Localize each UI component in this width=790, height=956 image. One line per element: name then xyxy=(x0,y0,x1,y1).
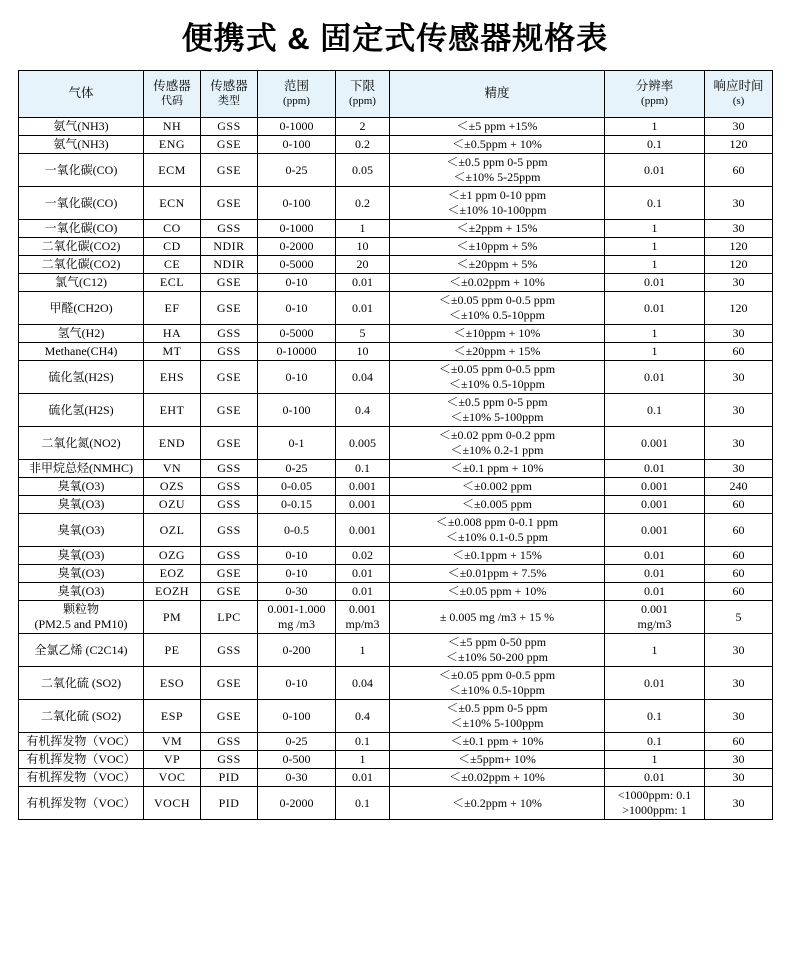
column-header-range-unit: (ppm) xyxy=(283,95,310,108)
cell-gas: 一氧化碳(CO) xyxy=(19,187,144,220)
cell-resolution: 0.001 xyxy=(605,514,705,547)
cell-sensor-type: GSS xyxy=(201,514,258,547)
column-header-range-label: 范围 xyxy=(283,79,309,94)
cell-sensor-type: GSE xyxy=(201,154,258,187)
cell-sensor-type: GSE xyxy=(201,565,258,583)
cell-resolution: 0.01 xyxy=(605,361,705,394)
cell-sensor-type: NDIR xyxy=(201,256,258,274)
cell-accuracy: ＜±0.01ppm + 7.5% xyxy=(390,565,605,583)
cell-accuracy: ＜±10ppm + 5% xyxy=(390,238,605,256)
cell-gas: 二氧化碳(CO2) xyxy=(19,256,144,274)
cell-sensor-code: HA xyxy=(144,325,201,343)
cell-gas: 有机挥发物（VOC） xyxy=(19,733,144,751)
cell-response-time: 30 xyxy=(705,427,773,460)
cell-lower-limit: 0.04 xyxy=(336,667,390,700)
cell-accuracy: ＜±0.02ppm + 10% xyxy=(390,274,605,292)
cell-range: 0-5000 xyxy=(258,256,336,274)
cell-resolution: 0.01 xyxy=(605,460,705,478)
cell-gas: 二氧化硫 (SO2) xyxy=(19,700,144,733)
cell-sensor-type: PID xyxy=(201,787,258,820)
cell-sensor-code: ECL xyxy=(144,274,201,292)
cell-range: 0-25 xyxy=(258,460,336,478)
cell-sensor-code: ENG xyxy=(144,136,201,154)
cell-gas: 有机挥发物（VOC） xyxy=(19,787,144,820)
cell-accuracy: ＜±0.008 ppm 0-0.1 ppm ＜±10% 0.1-0.5 ppm xyxy=(390,514,605,547)
table-row xyxy=(19,601,773,634)
table-row xyxy=(19,220,773,238)
table-row xyxy=(19,256,773,274)
cell-lower-limit: 0.2 xyxy=(336,136,390,154)
cell-gas: 臭氧(O3) xyxy=(19,514,144,547)
cell-resolution: 0.1 xyxy=(605,700,705,733)
table-row xyxy=(19,478,773,496)
cell-sensor-code: EHS xyxy=(144,361,201,394)
cell-accuracy: ± 0.005 mg /m3 + 15 % xyxy=(390,601,605,634)
cell-sensor-type: GSE xyxy=(201,427,258,460)
cell-sensor-code: PE xyxy=(144,634,201,667)
cell-sensor-code: VOCH xyxy=(144,787,201,820)
cell-range: 0-10 xyxy=(258,292,336,325)
cell-lower-limit: 20 xyxy=(336,256,390,274)
cell-lower-limit: 10 xyxy=(336,343,390,361)
cell-range: 0-100 xyxy=(258,136,336,154)
cell-sensor-code: PM xyxy=(144,601,201,634)
cell-sensor-type: GSS xyxy=(201,220,258,238)
cell-resolution: 0.01 xyxy=(605,292,705,325)
cell-accuracy: ＜±0.1 ppm + 10% xyxy=(390,733,605,751)
column-header-response-time-unit: (s) xyxy=(732,95,745,108)
cell-gas: 硫化氢(H2S) xyxy=(19,361,144,394)
cell-accuracy: ＜±0.05 ppm + 10% xyxy=(390,583,605,601)
cell-resolution: 0.001 xyxy=(605,478,705,496)
cell-sensor-code: CE xyxy=(144,256,201,274)
cell-response-time: 240 xyxy=(705,478,773,496)
cell-gas: 二氧化碳(CO2) xyxy=(19,238,144,256)
table-row xyxy=(19,565,773,583)
cell-sensor-code: MT xyxy=(144,343,201,361)
cell-resolution: 0.1 xyxy=(605,136,705,154)
cell-lower-limit: 0.01 xyxy=(336,292,390,325)
cell-lower-limit: 0.4 xyxy=(336,700,390,733)
cell-gas: 臭氧(O3) xyxy=(19,565,144,583)
cell-resolution: 1 xyxy=(605,634,705,667)
table-row xyxy=(19,427,773,460)
table-row xyxy=(19,583,773,601)
cell-resolution: 0.01 xyxy=(605,565,705,583)
cell-resolution: 0.01 xyxy=(605,667,705,700)
cell-accuracy: ＜±20ppm + 5% xyxy=(390,256,605,274)
cell-sensor-type: GSE xyxy=(201,583,258,601)
cell-sensor-code: ECM xyxy=(144,154,201,187)
cell-gas: 有机挥发物（VOC） xyxy=(19,751,144,769)
cell-sensor-type: GSE xyxy=(201,274,258,292)
cell-accuracy: ＜±0.5 ppm 0-5 ppm ＜±10% 5-100ppm xyxy=(390,394,605,427)
cell-sensor-type: NDIR xyxy=(201,238,258,256)
cell-response-time: 60 xyxy=(705,583,773,601)
cell-accuracy: ＜±1 ppm 0-10 ppm ＜±10% 10-100ppm xyxy=(390,187,605,220)
cell-gas: 非甲烷总烃(NMHC) xyxy=(19,460,144,478)
cell-sensor-code: ESP xyxy=(144,700,201,733)
cell-resolution: 0.001 xyxy=(605,427,705,460)
cell-response-time: 30 xyxy=(705,118,773,136)
column-header-response-time-label: 响应时间 xyxy=(713,79,764,94)
document-page xyxy=(0,22,790,956)
cell-gas: 臭氧(O3) xyxy=(19,496,144,514)
table-row xyxy=(19,394,773,427)
cell-resolution: <1000ppm: 0.1 >1000ppm: 1 xyxy=(605,787,705,820)
cell-sensor-code: CD xyxy=(144,238,201,256)
cell-lower-limit: 0.1 xyxy=(336,733,390,751)
cell-resolution: 0.1 xyxy=(605,187,705,220)
cell-lower-limit: 0.001 xyxy=(336,496,390,514)
cell-sensor-code: NH xyxy=(144,118,201,136)
cell-lower-limit: 0.01 xyxy=(336,583,390,601)
cell-accuracy: ＜±0.1ppm + 15% xyxy=(390,547,605,565)
cell-sensor-type: GSE xyxy=(201,700,258,733)
cell-accuracy: ＜±0.02 ppm 0-0.2 ppm ＜±10% 0.2-1 ppm xyxy=(390,427,605,460)
cell-gas: 有机挥发物（VOC） xyxy=(19,769,144,787)
cell-accuracy: ＜±5 ppm 0-50 ppm ＜±10% 50-200 ppm xyxy=(390,634,605,667)
cell-response-time: 30 xyxy=(705,187,773,220)
cell-sensor-code: OZU xyxy=(144,496,201,514)
column-header-code-label: 传感器 xyxy=(153,79,191,94)
column-header-code xyxy=(144,71,201,118)
cell-sensor-code: VM xyxy=(144,733,201,751)
cell-sensor-code: ESO xyxy=(144,667,201,700)
table-row xyxy=(19,154,773,187)
cell-resolution: 1 xyxy=(605,256,705,274)
cell-accuracy: ＜±20ppm + 15% xyxy=(390,343,605,361)
table-row xyxy=(19,325,773,343)
cell-sensor-type: GSE xyxy=(201,361,258,394)
cell-sensor-code: EOZ xyxy=(144,565,201,583)
column-header-gas xyxy=(19,71,144,118)
cell-gas: 氢气(H2) xyxy=(19,325,144,343)
table-row xyxy=(19,292,773,325)
cell-sensor-code: EOZH xyxy=(144,583,201,601)
cell-accuracy: ＜±0.005 ppm xyxy=(390,496,605,514)
cell-lower-limit: 0.001 xyxy=(336,478,390,496)
cell-sensor-code: CO xyxy=(144,220,201,238)
cell-sensor-code: OZS xyxy=(144,478,201,496)
cell-sensor-type: GSS xyxy=(201,118,258,136)
cell-response-time: 60 xyxy=(705,547,773,565)
cell-lower-limit: 5 xyxy=(336,325,390,343)
cell-lower-limit: 1 xyxy=(336,220,390,238)
cell-response-time: 120 xyxy=(705,256,773,274)
cell-lower-limit: 0.04 xyxy=(336,361,390,394)
table-row xyxy=(19,667,773,700)
cell-gas: Methane(CH4) xyxy=(19,343,144,361)
cell-range: 0-100 xyxy=(258,187,336,220)
cell-lower-limit: 1 xyxy=(336,634,390,667)
column-header-response-time xyxy=(705,71,773,118)
cell-range: 0-5000 xyxy=(258,325,336,343)
cell-gas: 甲醛(CH2O) xyxy=(19,292,144,325)
cell-lower-limit: 0.001 xyxy=(336,514,390,547)
cell-gas: 颗粒物 (PM2.5 and PM10) xyxy=(19,601,144,634)
cell-gas: 臭氧(O3) xyxy=(19,478,144,496)
cell-range: 0-25 xyxy=(258,733,336,751)
table-row xyxy=(19,238,773,256)
cell-accuracy: ＜±0.002 ppm xyxy=(390,478,605,496)
cell-response-time: 30 xyxy=(705,751,773,769)
cell-sensor-code: END xyxy=(144,427,201,460)
cell-lower-limit: 0.05 xyxy=(336,154,390,187)
column-header-gas-label: 气体 xyxy=(68,86,94,101)
cell-sensor-type: GSE xyxy=(201,187,258,220)
cell-sensor-type: GSE xyxy=(201,292,258,325)
cell-gas: 全氯乙烯 (C2C14) xyxy=(19,634,144,667)
cell-resolution: 0.001 mg/m3 xyxy=(605,601,705,634)
table-row xyxy=(19,274,773,292)
column-header-resolution-unit: (ppm) xyxy=(641,95,668,108)
cell-sensor-type: GSS xyxy=(201,634,258,667)
cell-accuracy: ＜±5 ppm +15% xyxy=(390,118,605,136)
table-row xyxy=(19,700,773,733)
cell-sensor-code: VP xyxy=(144,751,201,769)
table-row xyxy=(19,634,773,667)
cell-accuracy: ＜±0.02ppm + 10% xyxy=(390,769,605,787)
cell-range: 0-2000 xyxy=(258,238,336,256)
cell-range: 0.001-1.000 mg /m3 xyxy=(258,601,336,634)
cell-accuracy: ＜±0.2ppm + 10% xyxy=(390,787,605,820)
table-row xyxy=(19,751,773,769)
cell-accuracy: ＜±5ppm+ 10% xyxy=(390,751,605,769)
cell-response-time: 60 xyxy=(705,565,773,583)
cell-sensor-code: EHT xyxy=(144,394,201,427)
cell-resolution: 0.01 xyxy=(605,274,705,292)
cell-response-time: 30 xyxy=(705,460,773,478)
table-row xyxy=(19,787,773,820)
cell-lower-limit: 0.01 xyxy=(336,565,390,583)
cell-sensor-code: VOC xyxy=(144,769,201,787)
cell-sensor-type: GSS xyxy=(201,751,258,769)
cell-range: 0-2000 xyxy=(258,787,336,820)
cell-accuracy: ＜±0.5 ppm 0-5 ppm ＜±10% 5-100ppm xyxy=(390,700,605,733)
column-header-resolution-label: 分辨率 xyxy=(635,79,674,94)
cell-response-time: 30 xyxy=(705,220,773,238)
cell-range: 0-500 xyxy=(258,751,336,769)
cell-resolution: 0.1 xyxy=(605,733,705,751)
cell-sensor-type: GSE xyxy=(201,667,258,700)
cell-gas: 臭氧(O3) xyxy=(19,547,144,565)
cell-sensor-code: ECN xyxy=(144,187,201,220)
column-header-type xyxy=(201,71,258,118)
cell-resolution: 1 xyxy=(605,118,705,136)
cell-lower-limit: 0.02 xyxy=(336,547,390,565)
cell-lower-limit: 2 xyxy=(336,118,390,136)
cell-gas: 硫化氢(H2S) xyxy=(19,394,144,427)
cell-response-time: 60 xyxy=(705,343,773,361)
cell-gas: 一氧化碳(CO) xyxy=(19,220,144,238)
cell-lower-limit: 0.01 xyxy=(336,769,390,787)
cell-response-time: 120 xyxy=(705,292,773,325)
cell-gas: 一氧化碳(CO) xyxy=(19,154,144,187)
cell-lower-limit: 0.001 mp/m3 xyxy=(336,601,390,634)
cell-resolution: 0.01 xyxy=(605,154,705,187)
cell-resolution: 1 xyxy=(605,238,705,256)
cell-range: 0-25 xyxy=(258,154,336,187)
cell-lower-limit: 0.005 xyxy=(336,427,390,460)
cell-sensor-type: GSE xyxy=(201,136,258,154)
table-row xyxy=(19,733,773,751)
cell-sensor-type: GSS xyxy=(201,547,258,565)
cell-resolution: 1 xyxy=(605,325,705,343)
cell-response-time: 30 xyxy=(705,700,773,733)
cell-gas: 臭氧(O3) xyxy=(19,583,144,601)
cell-range: 0-100 xyxy=(258,700,336,733)
column-header-type-label: 传感器 xyxy=(210,79,248,94)
cell-response-time: 30 xyxy=(705,325,773,343)
cell-response-time: 60 xyxy=(705,154,773,187)
column-header-code-unit: 代码 xyxy=(161,95,183,108)
table-row xyxy=(19,496,773,514)
cell-range: 0-1000 xyxy=(258,118,336,136)
cell-response-time: 120 xyxy=(705,238,773,256)
cell-range: 0-30 xyxy=(258,583,336,601)
table-body xyxy=(19,118,773,820)
cell-lower-limit: 0.2 xyxy=(336,187,390,220)
cell-range: 0-1000 xyxy=(258,220,336,238)
cell-sensor-type: GSS xyxy=(201,343,258,361)
column-header-accuracy xyxy=(390,71,605,118)
cell-lower-limit: 0.4 xyxy=(336,394,390,427)
table-row xyxy=(19,769,773,787)
cell-response-time: 60 xyxy=(705,514,773,547)
cell-accuracy: ＜±10ppm + 10% xyxy=(390,325,605,343)
cell-resolution: 0.1 xyxy=(605,394,705,427)
cell-response-time: 60 xyxy=(705,733,773,751)
cell-accuracy: ＜±0.05 ppm 0-0.5 ppm ＜±10% 0.5-10ppm xyxy=(390,667,605,700)
cell-gas: 二氧化硫 (SO2) xyxy=(19,667,144,700)
sensor-spec-table xyxy=(18,70,773,820)
column-header-accuracy-label: 精度 xyxy=(484,86,510,101)
cell-response-time: 60 xyxy=(705,496,773,514)
cell-lower-limit: 10 xyxy=(336,238,390,256)
cell-sensor-type: LPC xyxy=(201,601,258,634)
cell-gas: 二氧化氮(NO2) xyxy=(19,427,144,460)
cell-sensor-type: GSS xyxy=(201,460,258,478)
cell-range: 0-30 xyxy=(258,769,336,787)
cell-response-time: 30 xyxy=(705,634,773,667)
cell-sensor-code: VN xyxy=(144,460,201,478)
cell-range: 0-100 xyxy=(258,394,336,427)
column-header-lower-limit xyxy=(336,71,390,118)
cell-range: 0-10 xyxy=(258,547,336,565)
cell-accuracy: ＜±0.05 ppm 0-0.5 ppm ＜±10% 0.5-10ppm xyxy=(390,361,605,394)
cell-sensor-code: OZL xyxy=(144,514,201,547)
cell-lower-limit: 1 xyxy=(336,751,390,769)
table-row xyxy=(19,547,773,565)
cell-resolution: 0.001 xyxy=(605,496,705,514)
cell-sensor-type: PID xyxy=(201,769,258,787)
cell-response-time: 30 xyxy=(705,787,773,820)
cell-range: 0-10 xyxy=(258,274,336,292)
cell-resolution: 1 xyxy=(605,751,705,769)
cell-lower-limit: 0.01 xyxy=(336,274,390,292)
cell-sensor-type: GSE xyxy=(201,394,258,427)
cell-range: 0-10 xyxy=(258,565,336,583)
cell-response-time: 120 xyxy=(705,136,773,154)
table-header-row xyxy=(19,71,773,118)
cell-lower-limit: 0.1 xyxy=(336,460,390,478)
cell-range: 0-10 xyxy=(258,361,336,394)
column-header-range xyxy=(258,71,336,118)
cell-accuracy: ＜±0.5 ppm 0-5 ppm ＜±10% 5-25ppm xyxy=(390,154,605,187)
cell-response-time: 30 xyxy=(705,394,773,427)
cell-response-time: 30 xyxy=(705,274,773,292)
cell-resolution: 0.01 xyxy=(605,769,705,787)
cell-sensor-code: EF xyxy=(144,292,201,325)
cell-sensor-type: GSS xyxy=(201,733,258,751)
table-row xyxy=(19,343,773,361)
cell-response-time: 30 xyxy=(705,769,773,787)
cell-resolution: 1 xyxy=(605,343,705,361)
cell-response-time: 30 xyxy=(705,361,773,394)
cell-gas: 氨气(NH3) xyxy=(19,118,144,136)
cell-range: 0-200 xyxy=(258,634,336,667)
cell-response-time: 5 xyxy=(705,601,773,634)
column-header-lower-limit-label: 下限 xyxy=(349,79,375,94)
cell-accuracy: ＜±2ppm + 15% xyxy=(390,220,605,238)
table-row xyxy=(19,460,773,478)
cell-resolution: 0.01 xyxy=(605,583,705,601)
column-header-resolution xyxy=(605,71,705,118)
cell-sensor-type: GSS xyxy=(201,478,258,496)
cell-gas: 氨气(NH3) xyxy=(19,136,144,154)
cell-accuracy: ＜±0.1 ppm + 10% xyxy=(390,460,605,478)
cell-range: 0-0.05 xyxy=(258,478,336,496)
table-row xyxy=(19,514,773,547)
cell-sensor-code: OZG xyxy=(144,547,201,565)
cell-accuracy: ＜±0.05 ppm 0-0.5 ppm ＜±10% 0.5-10ppm xyxy=(390,292,605,325)
cell-gas: 氯气(C12) xyxy=(19,274,144,292)
cell-range: 0-10000 xyxy=(258,343,336,361)
cell-resolution: 0.01 xyxy=(605,547,705,565)
table-row xyxy=(19,361,773,394)
cell-range: 0-0.15 xyxy=(258,496,336,514)
cell-range: 0-1 xyxy=(258,427,336,460)
table-row xyxy=(19,118,773,136)
cell-accuracy: ＜±0.5ppm + 10% xyxy=(390,136,605,154)
cell-sensor-type: GSS xyxy=(201,496,258,514)
table-row xyxy=(19,187,773,220)
column-header-lower-limit-unit: (ppm) xyxy=(349,95,376,108)
table-row xyxy=(19,136,773,154)
cell-response-time: 30 xyxy=(705,667,773,700)
cell-sensor-type: GSS xyxy=(201,325,258,343)
cell-resolution: 1 xyxy=(605,220,705,238)
cell-range: 0-10 xyxy=(258,667,336,700)
cell-lower-limit: 0.1 xyxy=(336,787,390,820)
cell-range: 0-0.5 xyxy=(258,514,336,547)
column-header-type-unit: 类型 xyxy=(218,95,240,108)
page-title: 便携式 & 固定式传感器规格表 xyxy=(181,21,609,56)
